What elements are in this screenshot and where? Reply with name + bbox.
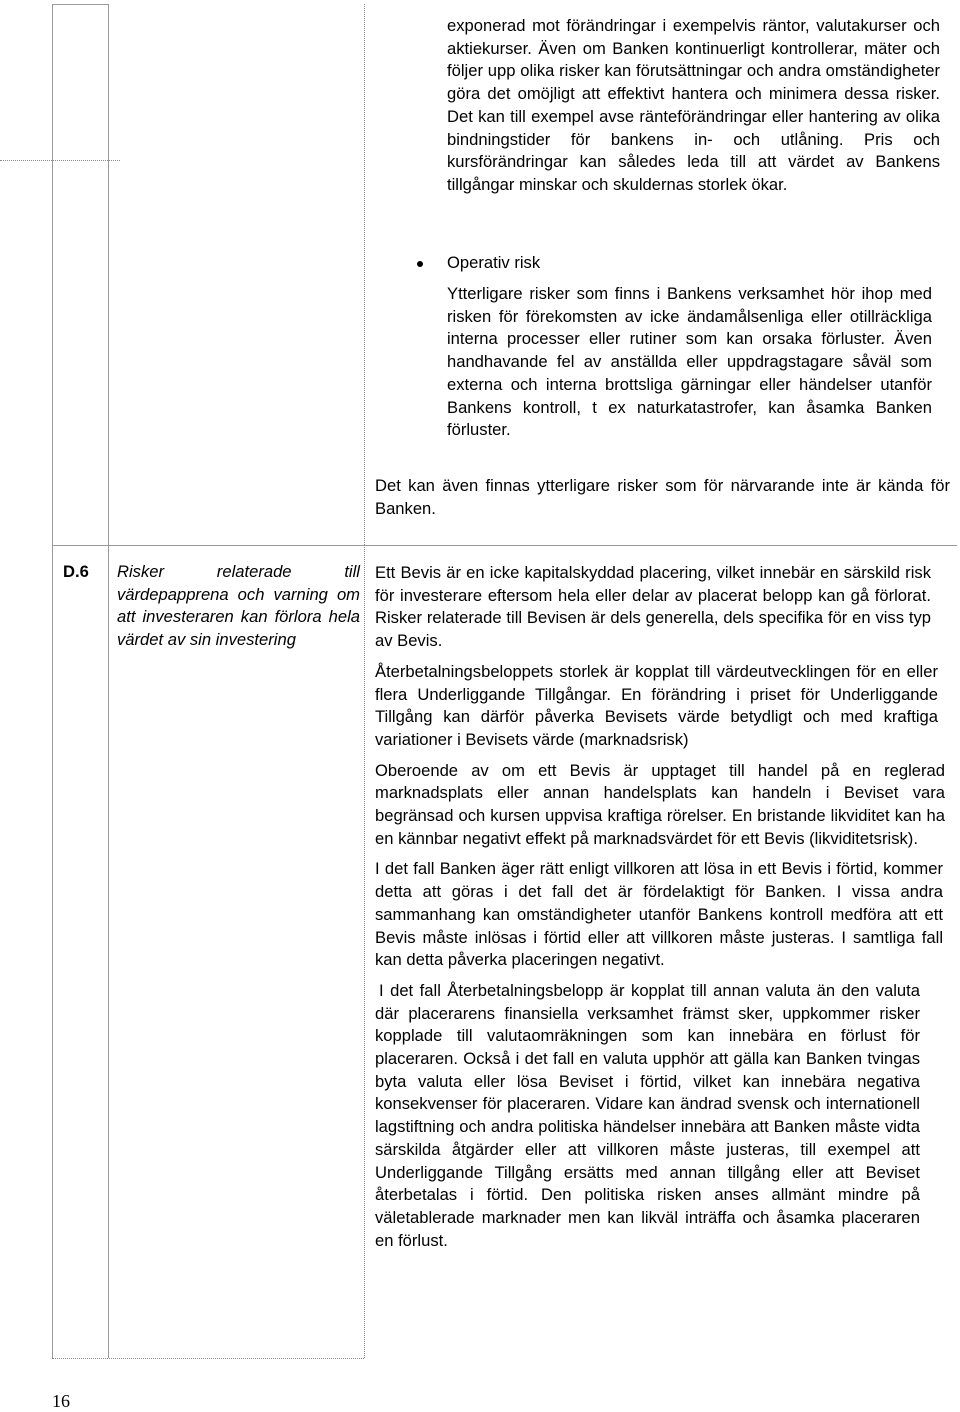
column-divider-1 bbox=[108, 4, 109, 545]
row-column-divider-2 bbox=[364, 545, 365, 1358]
section-body bbox=[375, 562, 945, 1252]
row-separator bbox=[52, 545, 957, 546]
bullet-icon bbox=[417, 261, 423, 267]
row-column-divider-1 bbox=[108, 545, 109, 1358]
table-top-border bbox=[52, 4, 108, 5]
page-number: 16 bbox=[52, 1391, 70, 1411]
operational-risk-heading: Operativ risk bbox=[447, 253, 541, 272]
table-bottom-border bbox=[52, 1358, 364, 1359]
body-paragraph: Oberoende av om ett Bevis är upptaget till handel på en reglerad marknadsplats eller annan handelsplats kan handeln i Beviset vara begränsad och kursen uppvisa kraftiga rörelser. En bristande likviditet kan ha en kännbar negativt effekt på marknadsvärdet för ett Bevis (likviditetsrisk). bbox=[375, 760, 945, 848]
section-title: Risker relaterade till värdepapprena och varning om att investeraren kan förlora hela värdet av sin investering bbox=[117, 562, 360, 650]
body-paragraph: I det fall Återbetalningsbelopp är kopplat till annan valuta än den valuta där placerarens finansiella verksamhet främst sker, uppkommer risker kopplade till valutaomräkningen som kan innebära en förlust för placeraren. Också i det fall en valuta upphör att gälla kan Banken tvingas byta valuta eller lösa Beviset i förtid, vilket kan innebära negativa konsekvenser för placeraren. Vidare kan ändrad svensk och internationell lagstiftning och andra politiska händelser innebära att Banken måste vidta särskilda åtgärder eller att villkoren måste justeras, till exempel att Underliggande Tillgång ersätts med annan tillgång eller att Beviset återbetalas i förtid. Den politiska risken anses allmänt mindre på väletablerade marknader men kan likväl inträffa och åsamka placeraren en förlust. bbox=[375, 980, 920, 1250]
risk-continued-paragraph: exponerad mot förändringar i exempelvis räntor, valutakurser och aktiekurser. Även om Banken kontinuerligt kontrollerar, mäter och följer upp olika risker kan förutsättningar och andra omständigheter göra det omöjligt att effektivt hantera och minimera dessa risker. Det kan till exempel avse ränteförändringar eller hantering av olika bindningstider för bankens in- och utlåning. Pris och kursförändringar kan således leda till att värdet av Bankens tillgångar minskar och skuldernas storlek ökar. bbox=[447, 16, 940, 194]
operational-risk-paragraph: Ytterligare risker som finns i Bankens verksamhet hör ihop med risken för förekomsten av icke ändamålsenliga eller otillräckliga interna processer eller rutiner som kan orsaka förluster. Även handhavande fel av anställda eller uppdragstagare såväl som externa och interna brottsliga gärningar eller händelser utanför Bankens kontroll, t ex naturkatastrofer, kan åsamka Banken förluster. bbox=[447, 284, 932, 440]
section-rule bbox=[0, 160, 120, 161]
section-id: D.6 bbox=[63, 562, 89, 581]
body-paragraph: Återbetalningsbeloppets storlek är kopplat till värdeutvecklingen för en eller flera Underliggande Tillgångar. En förändring i priset för Underliggande Tillgång kan därför påverka Bevisets värde betydligt och med kraftiga variationer i Bevisets värde (marknadsrisk) bbox=[375, 661, 938, 749]
table-left-border bbox=[52, 4, 53, 545]
body-paragraph: Ett Bevis är en icke kapitalskyddad placering, vilket innebär en särskild risk för investerare eftersom hela eller delar av placerat belopp kan gå förlorat. Risker relaterade till Bevisen är dels generella, dels specifika för en viss typ av Bevis. bbox=[375, 563, 931, 651]
column-divider-2 bbox=[364, 4, 365, 545]
body-paragraph: I det fall Banken äger rätt enligt villkoren att lösa in ett Bevis i förtid, kommer detta att göras i det fall det är fördelaktigt för Banken. I vissa andra sammanhang kan omständigheter utanför Bankens kontroll medföra att ett Bevis måste inlösas i förtid eller att villkoren måste justeras. I samtliga fall kan detta påverka placeringen negativt. bbox=[375, 859, 943, 970]
row-left-border bbox=[52, 545, 53, 1358]
closing-paragraph: Det kan även finnas ytterligare risker som för närvarande inte är kända för Banken. bbox=[375, 476, 950, 518]
